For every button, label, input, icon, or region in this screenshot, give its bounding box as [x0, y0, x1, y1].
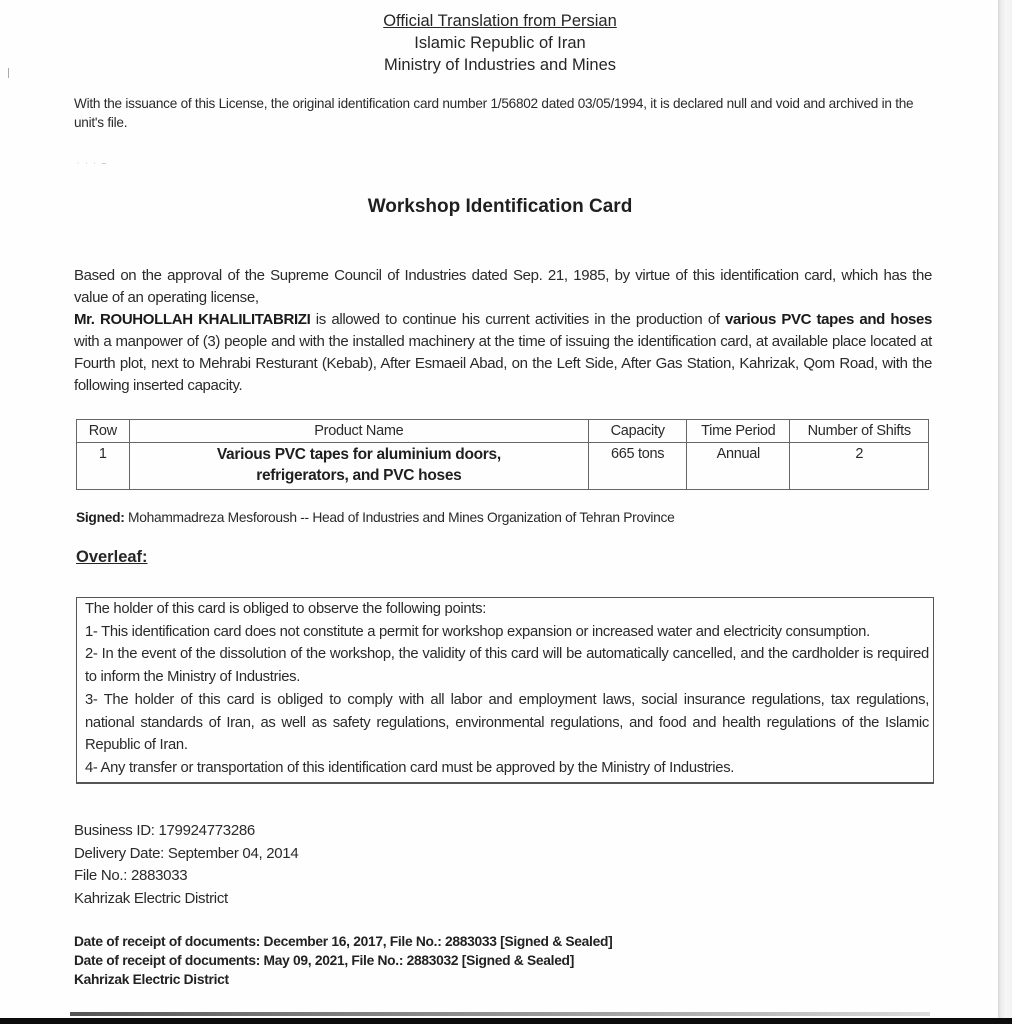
activity-text: various PVC tapes and hoses: [725, 311, 932, 328]
permission-text: is allowed to continue his current activities in the production of: [310, 311, 726, 328]
header-row: Row: [77, 420, 130, 443]
holder-name: Mr. ROUHOLLAH KHALILITABRIZI: [74, 311, 311, 328]
ministry-name: Ministry of Industries and Mines: [383, 56, 616, 74]
product-line-1: Various PVC tapes for aluminium doors,: [216, 446, 501, 463]
receipt-district: Kahrizak Electric District: [74, 972, 229, 987]
business-id: Business ID: 179924773286: [74, 822, 255, 839]
document-title: Workshop Identification Card: [367, 196, 633, 217]
cell-shifts: 2: [790, 443, 929, 490]
overleaf-heading: Overleaf:: [76, 548, 148, 566]
translation-notice: Official Translation from Persian: [383, 12, 617, 30]
signed-label: Signed:: [76, 510, 125, 525]
table-row: [77, 443, 929, 490]
obligation-item: 1- This identification card does not constitute a permit for workshop expansion or increased water and electricity consumption.: [85, 623, 870, 640]
obligation-item: 4- Any transfer or transportation of this identification card must be approved by the Ministry of Industries.: [85, 759, 735, 776]
obligations-box: [76, 597, 934, 784]
file-number: File No.: 2883033: [74, 867, 188, 884]
obligation-item: 3- The holder of this card is obliged to comply with all labor and employment laws, social insurance regulations, tax regulations, national standards of Iran, as well as safety regulations, environmental regulations, and food and health regulations of the Islamic Republic of Iran.: [85, 691, 929, 754]
delivery-date: Delivery Date: September 04, 2014: [74, 844, 299, 862]
cell-time-period: Annual: [687, 443, 790, 490]
cell-row: 1: [77, 443, 130, 490]
location-text: with a manpower of (3) people and with the installed machinery at the time of issuing the identification card, at available place located at Fourth plot, next to Mehrabi Resturant (Kebab), After Esmaeil Abad, on the Left Side, After Gas Station, Kahrizak, Qom Road, with the following inserted capacity.: [74, 333, 932, 394]
scan-artifacts: · · · –: [77, 160, 108, 167]
card-details: [74, 820, 298, 910]
receipt-entry: Date of receipt of documents: May 09, 2021, File No.: 2883032 [Signed & Sealed]: [74, 953, 574, 968]
obligation-item: 2- In the event of the dissolution of the workshop, the validity of this card will be automatically cancelled, and the cardholder is required to inform the Ministry of Industries.: [85, 646, 929, 686]
signatory: Mohammadreza Mesforoush -- Head of Industries and Mines Organization of Tehran Province: [124, 510, 675, 525]
document-header: [0, 10, 1012, 76]
signature-line: [76, 510, 675, 525]
header-time-period: Time Period: [687, 420, 790, 443]
header-product-name: Product Name: [129, 420, 589, 443]
country-name: Islamic Republic of Iran: [414, 34, 586, 52]
product-line-2: refrigerators, and PVC hoses: [256, 467, 462, 484]
header-capacity: Capacity: [589, 420, 687, 443]
page-bottom-rule: [70, 1012, 930, 1016]
district: Kahrizak Electric District: [74, 889, 228, 907]
license-paragraph: [74, 265, 932, 397]
obligations-intro: The holder of this card is obliged to observe the following points:: [85, 601, 487, 617]
capacity-table: [76, 419, 929, 490]
approval-text: Based on the approval of the Supreme Council of Industries dated Sep. 21, 1985, by virtue of this identification card, which has the value of an operating license,: [74, 267, 932, 306]
cell-product-name: [129, 443, 589, 490]
intro-paragraph: With the issuance of this License, the original identification card number 1/56802 dated 03/05/1994, it is declared null and void and archived in the unit's file.: [74, 96, 914, 130]
receipt-entry: Date of receipt of documents: December 16, 2017, File No.: 2883033 [Signed & Sealed]: [74, 934, 613, 949]
header-number-of-shifts: Number of Shifts: [790, 420, 929, 443]
cell-capacity: 665 tons: [589, 443, 687, 490]
scan-bottom-edge: [0, 1018, 1012, 1024]
page-edge-shadow: [998, 0, 1012, 1024]
receipt-records: [74, 932, 612, 989]
table-header-row: [77, 420, 929, 443]
